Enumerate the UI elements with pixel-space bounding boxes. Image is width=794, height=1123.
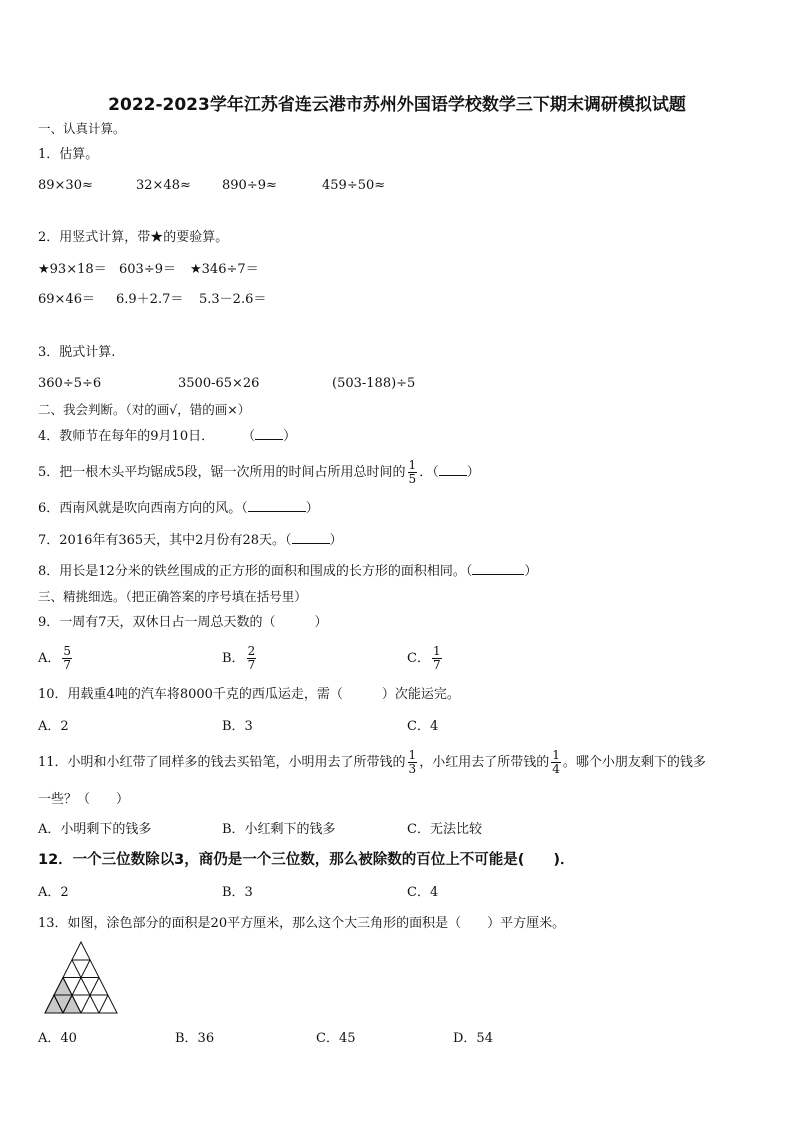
section-2-heading: 二、我会判断。（对的画√，错的画×） — [38, 402, 251, 417]
question-4: 4．教师节在每年的9月10日． （ ） — [38, 429, 297, 444]
q1-item: 89×30≈ — [38, 178, 93, 193]
fraction: $\frac{1}{3}$ — [408, 748, 417, 776]
fraction: $\frac{1}{7}$ — [432, 644, 441, 672]
q1-label: 1．估算。 — [38, 147, 99, 162]
q1-item: 32×48≈ — [136, 178, 191, 193]
question-text: 5．把一根木头平均锯成5段，锯一次所用的时间占所用总时间的 — [38, 465, 406, 480]
q13-option-c[interactable]: C．45 — [316, 1031, 356, 1046]
section-1-heading: 一、认真计算。 — [38, 121, 126, 136]
fraction: $\frac{1}{4}$ — [552, 748, 560, 776]
answer-blank[interactable] — [472, 563, 524, 575]
q12-option-a[interactable]: A．2 — [38, 885, 69, 900]
q13-option-a[interactable]: A．40 — [38, 1031, 77, 1046]
q2-item: 69×46＝ — [38, 292, 95, 307]
question-7: 7．2016年有365天，其中2月份有28天。（ ） — [38, 533, 343, 548]
q13-option-b[interactable]: B．36 — [175, 1031, 215, 1046]
answer-blank[interactable] — [439, 464, 467, 476]
question-12: 12．一个三位数除以3，商仍是一个三位数，那么被除数的百位上不可能是( )． — [38, 852, 575, 868]
q2-item: 603÷9＝ — [119, 262, 176, 277]
question-6: 6．西南风就是吹向西南方向的风。（ ） — [38, 501, 319, 516]
question-13: 13．如图，涂色部分的面积是20平方厘米，那么这个大三角形的面积是（ ）平方厘米。 — [38, 916, 566, 931]
q2-item: ★93×18＝ — [38, 262, 107, 277]
q1-item: 890÷9≈ — [222, 178, 277, 193]
fraction: $\frac{1}{5}$ — [408, 458, 417, 486]
q12-option-c[interactable]: C．4 — [407, 885, 439, 900]
q10-option-c[interactable]: C．4 — [407, 719, 439, 734]
fraction: $\frac{2}{7}$ — [247, 644, 256, 672]
shaded-triangle — [54, 978, 72, 996]
q3-label: 3．脱式计算. — [38, 345, 116, 360]
answer-blank[interactable] — [292, 532, 330, 544]
question-5: 5．把一根木头平均锯成5段，锯一次所用的时间占所用总时间的 $\frac{1}{5}$ ．（ ） — [38, 458, 480, 486]
q13-option-d[interactable]: D．54 — [453, 1031, 493, 1046]
section-3-heading: 三、精挑细选。（把正确答案的序号填在括号里） — [38, 589, 307, 604]
q9-option-c[interactable]: C． $\frac{1}{7}$ — [407, 644, 441, 672]
question-8: 8．用长是12分米的铁丝围成的正方形的面积和围成的长方形的面积相同。（ ） — [38, 564, 538, 579]
q3-item: (503-188)÷5 — [332, 376, 416, 391]
q10-option-b[interactable]: B．3 — [222, 719, 253, 734]
q2-label: 2．用竖式计算，带★的要验算。 — [38, 230, 229, 245]
q9-option-a[interactable]: A． $\frac{5}{7}$ — [38, 644, 72, 672]
question-text: 4．教师节在每年的9月10日． — [38, 429, 215, 444]
q11-option-c[interactable]: C．无法比较 — [407, 822, 482, 837]
q10-option-a[interactable]: A．2 — [38, 719, 69, 734]
page-title: 2022-2023学年江苏省连云港市苏州外国语学校数学三下期末调研模拟试题 — [108, 95, 686, 115]
q2-item: ★346÷7＝ — [190, 262, 259, 277]
q3-item: 3500-65×26 — [178, 376, 260, 391]
q3-item: 360÷5÷6 — [38, 376, 102, 391]
q12-option-b[interactable]: B．3 — [222, 885, 253, 900]
triangle-figure — [42, 941, 126, 1015]
q11-option-b[interactable]: B．小红剩下的钱多 — [222, 822, 336, 837]
question-9: 9．一周有7天，双休日占一周总天数的（ ） — [38, 615, 328, 630]
question-text: 7．2016年有365天，其中2月份有28天。 — [38, 533, 285, 548]
answer-blank[interactable] — [248, 500, 306, 512]
q11-option-a[interactable]: A．小明剩下的钱多 — [38, 822, 152, 837]
q9-option-b[interactable]: B． $\frac{2}{7}$ — [222, 644, 256, 672]
q2-item: 5.3－2.6＝ — [199, 292, 267, 307]
answer-blank[interactable] — [255, 428, 283, 440]
q1-item: 459÷50≈ — [322, 178, 386, 193]
question-text: 6．西南风就是吹向西南方向的风。 — [38, 501, 242, 516]
question-10: 10．用载重4吨的汽车将8000千克的西瓜运走，需（ ）次能运完。 — [38, 687, 460, 702]
q2-item: 6.9＋2.7＝ — [116, 292, 184, 307]
question-11: 11．小明和小红带了同样多的钱去买铅笔，小明用去了所带钱的 $\frac{1}{3}$ ，小红用去了所带钱的 $\frac{1}{4}$ 。哪个小朋友剩下的钱多 — [38, 748, 706, 776]
question-11-cont: 一些？（ ） — [38, 792, 130, 807]
fraction: $\frac{5}{7}$ — [63, 644, 72, 672]
question-text: 8．用长是12分米的铁丝围成的正方形的面积和围成的长方形的面积相同。 — [38, 564, 466, 579]
